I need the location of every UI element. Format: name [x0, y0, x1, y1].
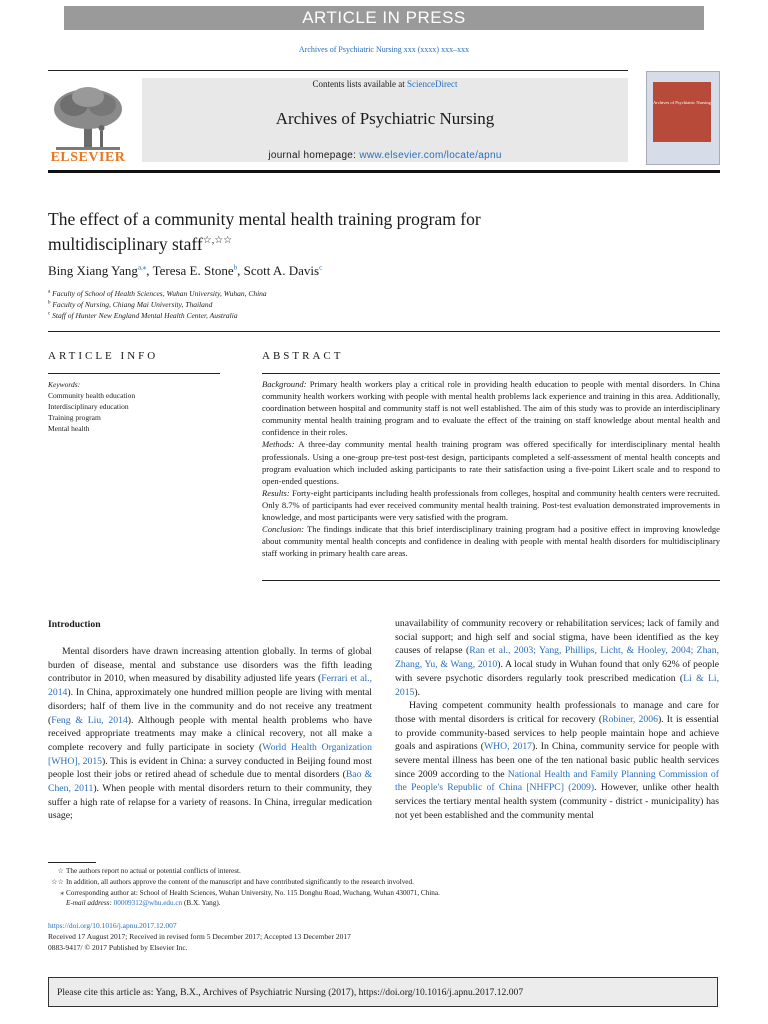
body-text: ). When people with mental disorders return to their community, they suffer a high rate of relapse for a variety of reasons. In China, irregular medication usage; [48, 783, 373, 822]
keyword: Mental health [48, 424, 90, 433]
body-text: ). A local study in Wuhan found that only 62% of people with severe psychotic disorders regularly took prescribed medication ( [395, 659, 719, 684]
journal-homepage-line [142, 150, 628, 161]
author-name[interactable]: Scott A. Davis [243, 263, 320, 278]
citation-box[interactable]: Please cite this article as: Yang, B.X., Archives of Psychiatric Nursing (2017), https://doi.org/10.1016/j.apnu.2017.12.007 [48, 977, 718, 1007]
affiliation-mark: c [48, 311, 51, 317]
keywords-block [48, 379, 135, 434]
doi-link[interactable]: https://doi.org/10.1016/j.apnu.2017.12.007 [48, 921, 177, 930]
sciencedirect-link[interactable]: ScienceDirect [407, 79, 458, 89]
article-in-press-banner: ARTICLE IN PRESS [64, 6, 704, 30]
citation-link[interactable]: Ferrari et al., 2014 [48, 673, 372, 699]
header-thick-rule [48, 170, 720, 173]
article-info-heading: ARTICLE INFO [48, 350, 159, 362]
footnote-text: In addition, all authors approve the content of the manuscript and have contributed significantly to the research involved. [66, 878, 414, 886]
body-text: ). [414, 686, 421, 698]
author-list: Bing Xiang Yang$^{a,⁎}$, Teresa E. Stone$^b$, Scott A. Davis$^c$ [48, 263, 323, 278]
abstract-text: Primary health workers play a critical role in providing health education to people with mental disorders. In China community health workers working with people with mental health problems lack experience and training in this area. Additionally, coordination between hospital and community staff is not well established. The aim of this study was to provide an interdisciplinary community mental health training program and to evaluate the effect of the training on staff knowledge about mental health and confidence in their roles. [262, 379, 720, 438]
abstract-bottom-rule [262, 580, 720, 581]
abstract-body [262, 378, 720, 559]
body-text: ). Although people with mental health problems who have received appropriate treatments may make a clinical recovery, not all make a complete recovery and fully participate in society ( [48, 714, 372, 753]
paragraph [395, 699, 719, 822]
author-affiliation-mark[interactable]: a,⁎ [137, 263, 147, 272]
author-name[interactable]: Teresa E. Stone [152, 263, 234, 278]
citation-link[interactable]: National Health and Family Planning Commission of the People's Republic of China [NHFPC] (2009) [395, 768, 719, 794]
abstract-text: Forty-eight participants including health professionals from colleges, hospital and community health centers were recruited. Only 8.7% of participants had ever received community mental health training. Post-test evaluation demonstrated improvements in knowledge, and most participants were very satisfied with the program. [262, 487, 720, 523]
paragraph [48, 645, 372, 823]
abstract-results [262, 487, 720, 523]
footnote-mark: ☆☆ [51, 878, 64, 886]
body-column-left [48, 645, 372, 823]
abstract-label: Background: [262, 379, 307, 389]
body-text: ). In China, community service for people with severe mental illness has been one of the ten national basic public health services since 2009 according to the [395, 741, 719, 780]
introduction-heading: Introduction [48, 619, 101, 630]
cover-title: Archives of Psychiatric Nursing [653, 100, 711, 105]
abstract-text: The findings indicate that this brief interdisciplinary training program had a positive effect in improving knowledge about community mental health concepts and confidence in dealing with people with mental health disorders for multidisciplinary staff working in primary health care areas. [262, 524, 720, 559]
cover-artwork [653, 82, 711, 142]
email-link[interactable]: 00009312@whu.edu.cn [113, 899, 183, 907]
email-label: E-mail address: [66, 899, 112, 907]
paragraph [395, 617, 719, 699]
affiliation-text: Faculty of School of Health Sciences, Wuhan University, Wuhan, China [52, 289, 267, 298]
homepage-prefix: journal homepage: [268, 150, 360, 161]
citation-link[interactable]: Robiner, 2006 [602, 713, 658, 725]
body-column-right [395, 617, 719, 823]
doi-line [48, 921, 177, 930]
abstract-conclusion [262, 523, 720, 559]
body-text: ). This is evident in China: a survey conducted in Beijing found most people lost their jobs or retired ahead of schedule due to mental disorders ( [48, 755, 372, 781]
footnote [48, 888, 440, 897]
copyright-line: 0883-9417/ © 2017 Published by Elsevier Inc. [48, 943, 188, 952]
footnote-rule [48, 862, 96, 863]
affiliation-mark: a [48, 289, 51, 295]
keywords-label: Keywords: [48, 380, 81, 389]
abstract-rule [262, 373, 720, 374]
abstract-text: A three-day community mental health training program was offered specifically for interdisciplinary mental health professionals. Using a one-group pre-test post-test design, participants completed a self-assessment of mental health concepts and program evaluation which included asking participants to rate their satisfaction using a five-point Likert scale and to respond to open-ended questions. [262, 439, 720, 486]
keyword: Interdisciplinary education [48, 402, 129, 411]
title-line-1: The effect of a community mental health training program for [48, 209, 481, 229]
abstract-methods [262, 438, 720, 486]
citation-link[interactable]: Li & Li, 2015 [395, 672, 719, 698]
elsevier-wordmark: ELSEVIER [50, 150, 126, 165]
citation-link[interactable]: Feng & Liu, 2014 [51, 714, 128, 726]
footnote-text: Corresponding author at: School of Health Sciences, Wuhan University, No. 115 Donghu Road, Wuchang, Wuhan 430071, China. [66, 889, 440, 897]
title-line-2: multidisciplinary staff [48, 233, 203, 254]
affiliation-text: Faculty of Nursing, Chiang Mai University, Thailand [52, 300, 213, 309]
citation-link[interactable]: Ran et al., 2003; Yang, Phillips, Licht, & Hooley, 2004; Zhan, Zhang, Yu, & Wang, 2010 [395, 645, 719, 671]
article-info-rule [48, 373, 220, 374]
affiliation-mark: b [48, 300, 51, 306]
header-top-rule [48, 70, 628, 71]
footnote-mark: ☆ [57, 867, 64, 875]
abstract-heading: ABSTRACT [262, 350, 344, 362]
citation-link[interactable]: World Health Organization [WHO], 2015 [48, 741, 372, 767]
contents-prefix: Contents lists available at [312, 79, 407, 89]
body-text: . However, unlike other health services the tertiary mental health system (community - district - municipality) has not yet been established and the community mental [395, 782, 719, 821]
article-title [48, 208, 608, 255]
body-text: unavailability of community recovery or rehabilitation services; lack of family and social support; and high self and social stigma, have been identified as the key causes of relapse ( [395, 618, 719, 657]
citation-link[interactable]: WHO, 2017 [483, 741, 533, 753]
abstract-label: Results: [262, 487, 290, 498]
affiliation [48, 311, 238, 320]
email-suffix: (B.X. Yang). [182, 899, 221, 907]
footnote-text: The authors report no actual or potential conflicts of interest. [66, 867, 241, 875]
footnote [48, 866, 241, 875]
contents-line [142, 79, 628, 89]
journal-reference[interactable]: Archives of Psychiatric Nursing xxx (xxxx) xxx–xxx [298, 45, 470, 54]
title-footnote-marks[interactable]: ☆,☆☆ [202, 235, 233, 246]
body-text: ). It is essential to provide community-based services to help people maintain hope and achieve goals and aspirations ( [395, 713, 719, 753]
abstract-background [262, 378, 720, 438]
homepage-link[interactable]: www.elsevier.com/locate/apnu [359, 150, 502, 161]
abstract-label: Methods: [262, 439, 295, 450]
body-text: Mental disorders have drawn increasing attention globally. In terms of global burden of disease, mental and substance use disorders was the fifth leading contributor in 2010, when measured by disability adjusted life years ( [48, 646, 372, 685]
author-name[interactable]: Bing Xiang Yang [48, 263, 138, 278]
email-footnote [48, 899, 221, 907]
keyword: Community health education [48, 391, 136, 400]
affiliations-rule [48, 331, 720, 332]
author-affiliation-mark[interactable]: b [233, 263, 238, 272]
journal-cover-thumbnail[interactable] [646, 71, 720, 165]
abstract-label: Conclusion: [262, 524, 305, 535]
body-text: Having competent community health professionals to manage and care for those with mental disorders is critical for recovery ( [395, 700, 719, 725]
journal-name: Archives of Psychiatric Nursing [275, 109, 495, 128]
affiliation-text: Staff of Hunter New England Mental Health Center, Australia [52, 311, 238, 320]
footnote [48, 877, 414, 886]
body-text: ). In China, approximately one hundred million people are living with mental disorders; half of them live in the community and do not receive any treatment ( [48, 687, 372, 726]
received-dates: Received 17 August 2017; Received in revised form 5 December 2017; Accepted 13 December 2017 [48, 932, 351, 941]
author-affiliation-mark[interactable]: c [319, 263, 323, 272]
footnote-mark: ⁎ [60, 889, 64, 897]
affiliation [48, 289, 267, 298]
affiliation [48, 300, 212, 309]
citation-link[interactable]: Bao & Chen, 2011 [48, 769, 372, 795]
keyword: Training program [48, 413, 101, 422]
